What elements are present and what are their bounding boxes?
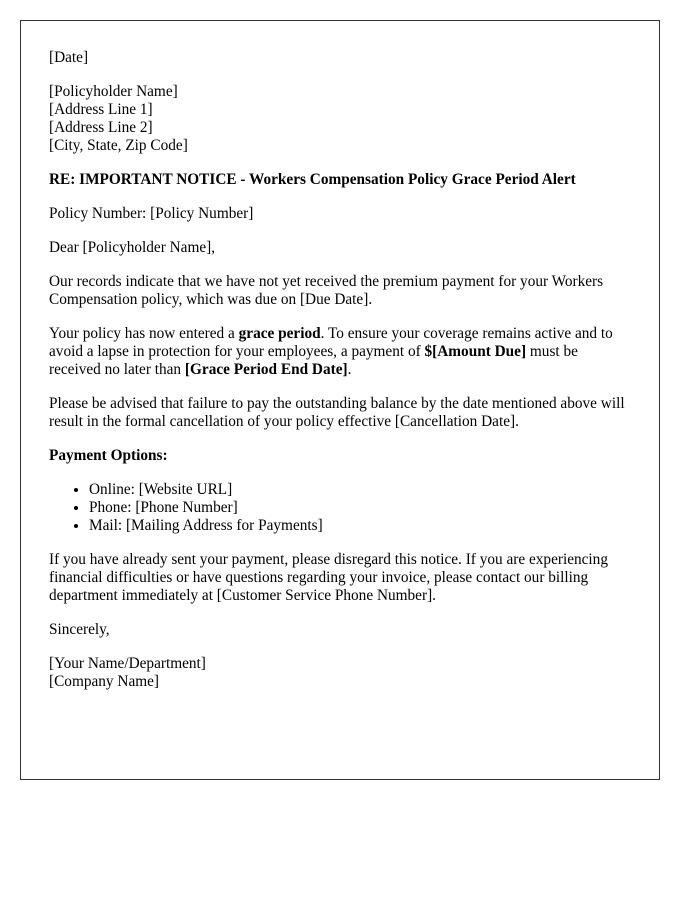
signature-name-department: [Your Name/Department] [49,655,206,672]
letter-page [20,20,660,780]
paragraph-contact-billing: If you have already sent your payment, please disregard this notice. If you are experiencing financial difficulties or have questions regarding your invoice, please contact our billing department immediately at [Customer Service Phone Number]. [49,551,608,604]
payment-options-list [49,481,631,535]
paragraph-cancellation-warning: Please be advised that failure to pay the outstanding balance by the date mentioned above will result in the formal cancellation of your policy effective [Cancellation Date]. [49,395,625,430]
payment-option-phone: • Phone: [Phone Number] [89,499,631,517]
recipient-address [49,83,631,155]
paragraph-grace-period [49,325,631,379]
closing: Sincerely, [49,621,110,638]
letter-date: [Date] [49,49,89,66]
payment-option-online: • Online: [Website URL] [89,481,631,499]
policy-number: Policy Number: [Policy Number] [49,205,254,222]
recipient-address-line-1: [Address Line 1] [49,101,153,118]
subject-line: RE: IMPORTANT NOTICE - Workers Compensation Policy Grace Period Alert [49,171,576,188]
grace-text-2: . To ensure your coverage remains active and to avoid a lapse in protection for your employees, a payment of [49,325,613,360]
grace-period-term: grace period [238,325,321,342]
recipient-city-state-zip: [City, State, Zip Code] [49,137,188,154]
recipient-address-line-2: [Address Line 2] [49,119,153,136]
amount-due: $[Amount Due] [424,343,527,360]
grace-period-end-date: [Grace Period End Date] [184,361,348,378]
grace-text-1: Your policy has now entered a [49,325,239,342]
recipient-name: [Policyholder Name] [49,83,178,100]
grace-text-4: . [347,361,352,378]
signature-company: [Company Name] [49,673,160,690]
payment-options-heading: Payment Options: [49,447,168,464]
grace-text-3: must be received no later than [49,343,578,378]
paragraph-premium-due: Our records indicate that we have not yet received the premium payment for your Workers Compensation policy, which was due on [Due Date]. [49,273,604,308]
salutation: Dear [Policyholder Name], [49,239,216,256]
signature-block [49,655,631,691]
payment-option-mail: • Mail: [Mailing Address for Payments] [89,517,631,535]
